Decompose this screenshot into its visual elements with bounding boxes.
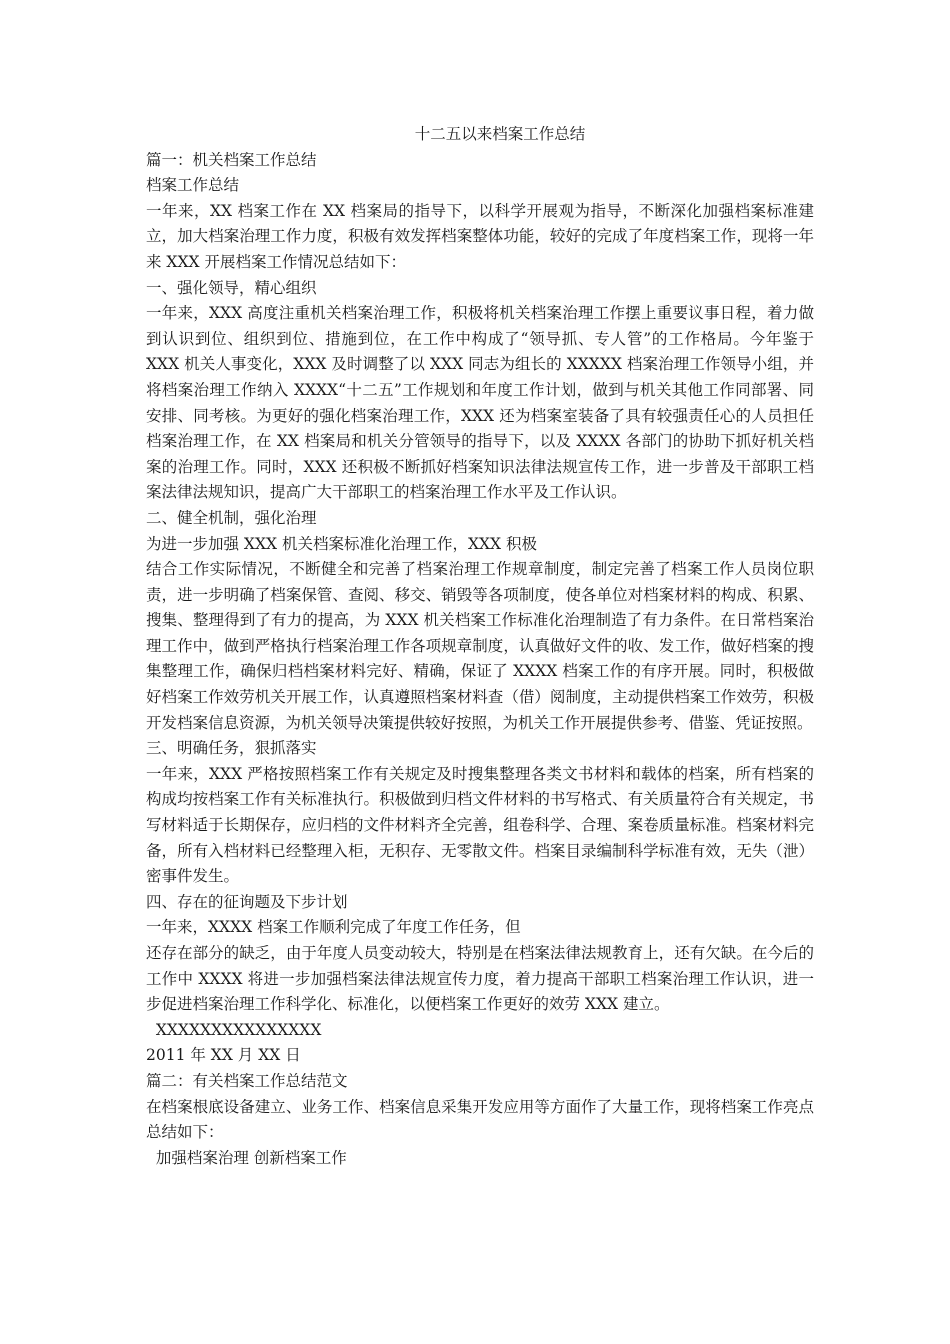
- section4-heading: 四、存在的征询题及下步计划: [146, 892, 348, 911]
- document-title: 十二五以来档案工作总结: [414, 125, 586, 143]
- section1-paragraph: 一年来，XXX 高度注重机关档案治理工作，积极将机关档案治理工作摆上重要议事日程，着力做到认识到位、组织到位、措施到位，在工作中构成了“领导抓、专人管”的工作格局。今年鉴于 XXX 机关人事变化，XXX 及时调整了以 XXX 同志为组长的 XXXXX 档案治理工作领导小组，并将档案治理工作纳入 XXXX“十二五”工作规划和年度工作计划，做到与机关其他工作同部署、同安排、同考核。为更好的强化档案治理工作，XXX 还为档案室装备了具有较强责任心的人员担任档案治理工作，在 XX 档案局和机关分管领导的指导下，以及 XXXX 各部门的协助下抓好机关档案的治理工作。同时，XXX 还积极不断抓好档案知识法律法规宣传工作，进一步普及干部职工档案法律法规知识，提高广大干部职工的档案治理工作水平及工作认识。: [146, 304, 814, 502]
- intro-paragraph: 一年来，XX 档案工作在 XX 档案局的指导下，以科学开展观为指导，不断深化加强档案标准建立，加大档案治理工作力度，积极有效发挥档案整体功能，较好的完成了年度档案工作，现将一年来 XXX 开展档案工作情况总结如下：: [146, 201, 814, 271]
- section3-paragraph: 一年来，XXX 严格按照档案工作有关规定及时搜集整理各类文书材料和载体的档案，所有档案的构成均按档案工作有关标准执行。积极做到归档文件材料的书写格式、有关质量符合有关规定，书写材料适于长期保存，应归档的文件材料齐全完善，组卷科学、合理、案卷质量标准。档案材料完备，所有入档材料已经整理入柜，无积存、无零散文件。档案目录编制科学标准有效，无失（泄）密事件发生。: [146, 764, 814, 886]
- section4-paragraph: 还存在部分的缺乏，由于年度人员变动较大，特别是在档案法律法规教育上，还有欠缺。在今后的工作中 XXXX 将进一步加强档案法律法规宣传力度，着力提高干部职工档案治理工作认识，进一步促进档案治理工作科学化、标准化，以便档案工作更好的效劳 XXX 建立。: [146, 944, 814, 1014]
- part2-heading: 篇二：有关档案工作总结范文: [146, 1071, 348, 1090]
- section2-paragraph: 结合工作实际情况，不断健全和完善了档案治理工作规章制度，制定完善了档案工作人员岗位职责，进一步明确了档案保管、查阅、移交、销毁等各项制度，使各单位对档案材料的构成、积累、搜集、整理得到了有力的提高，为 XXX 机关档案工作标准化治理制造了有力条件。在日常档案治理工作中，做到严格执行档案治理工作各项规章制度，认真做好文件的收、发工作，做好档案的搜集整理工作，确保归档档案材料完好、精确，保证了 XXXX 档案工作的有序开展。同时，积极做好档案工作效劳机关开展工作，认真遵照档案材料查（借）阅制度，主动提供档案工作效劳，积极开发档案信息资源，为机关领导决策提供较好按照，为机关工作开展提供参考、借鉴、凭证按照。: [146, 560, 814, 732]
- part2-item1: 加强档案治理 创新档案工作: [146, 1148, 347, 1167]
- section3-heading: 三、明确任务，狠抓落实: [146, 739, 317, 758]
- part1-heading: 篇一：机关档案工作总结: [146, 150, 317, 169]
- signature: XXXXXXXXXXXXXXX: [146, 1020, 322, 1039]
- date-line: 2011 年 XX 月 XX 日: [146, 1046, 301, 1065]
- document-body: [146, 122, 814, 1171]
- section4-lead: 一年来，XXXX 档案工作顺利完成了年度工作任务，但: [146, 918, 521, 937]
- section2-heading: 二、健全机制，强化治理: [146, 508, 317, 527]
- section1-heading: 一、强化领导，精心组织: [146, 278, 317, 297]
- part1-subheading: 档案工作总结: [146, 176, 240, 195]
- part2-intro-paragraph: 在档案根底设备建立、业务工作、档案信息采集开发应用等方面作了大量工作，现将档案工作亮点总结如下：: [146, 1097, 814, 1142]
- section2-lead: 为进一步加强 XXX 机关档案标准化治理工作，XXX 积极: [146, 534, 537, 553]
